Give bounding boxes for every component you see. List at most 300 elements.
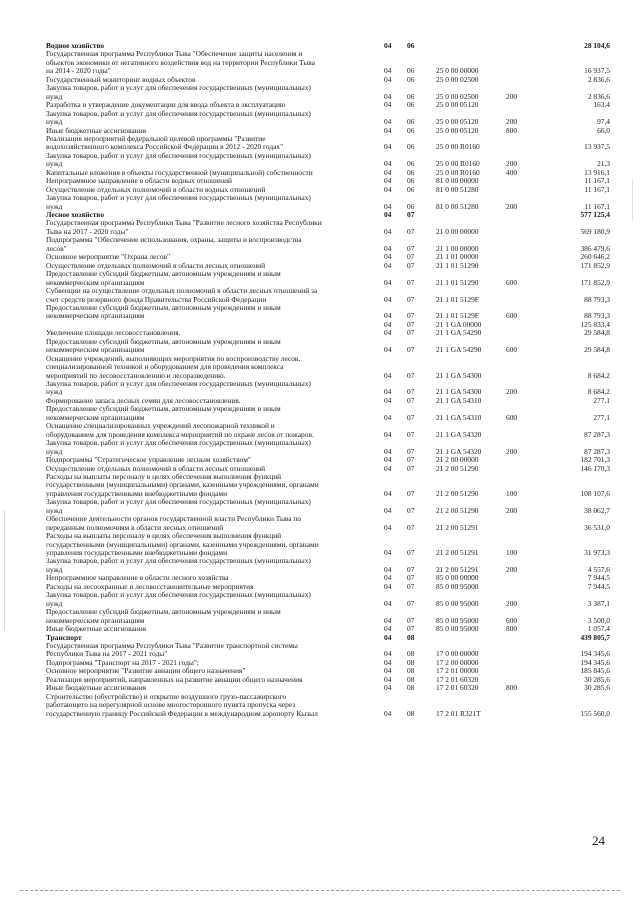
row-description: Иные бюджетные ассигнования bbox=[46, 684, 147, 693]
table-row bbox=[0, 380, 640, 388]
table-row bbox=[0, 659, 640, 667]
row-subsection-code: 07 bbox=[407, 581, 415, 591]
row-description: Основное мероприятие "Развитие авиации общего назначения" bbox=[46, 667, 246, 676]
row-description: Закупка товаров, работ и услуг для обеспечения государственных (муниципальных) bbox=[46, 439, 311, 448]
table-row bbox=[0, 76, 640, 84]
row-amount: 7 944,5 bbox=[587, 581, 610, 591]
row-amount: 21,3 bbox=[597, 159, 610, 169]
row-description: некоммерческим организациям bbox=[46, 312, 145, 321]
row-subsection-code: 07 bbox=[407, 294, 415, 304]
row-description: Разработка и утверждение документации для ввода объекта в эксплуатацию bbox=[46, 101, 286, 110]
row-subsection-code: 08 bbox=[407, 649, 415, 659]
row-section-code: 04 bbox=[384, 125, 392, 135]
table-row bbox=[0, 414, 640, 422]
table-row bbox=[0, 321, 640, 329]
table-row bbox=[0, 279, 640, 287]
table-row bbox=[0, 574, 640, 582]
table-row bbox=[0, 532, 640, 540]
row-subsection-code: 07 bbox=[407, 387, 415, 397]
row-description: Расходы на выплаты персоналу в целях обеспечения выполнения функций bbox=[46, 532, 282, 541]
table-row bbox=[0, 287, 640, 295]
table-row bbox=[0, 219, 640, 227]
table-row bbox=[0, 650, 640, 658]
table-row bbox=[0, 203, 640, 211]
row-section-code: 04 bbox=[384, 505, 392, 515]
row-subsection-code: 07 bbox=[407, 564, 415, 574]
table-row bbox=[0, 422, 640, 430]
row-description: Государственный мониторинг водных объектов bbox=[46, 75, 196, 84]
row-target-code: 21 1 GA 54300 bbox=[436, 387, 482, 397]
row-subsection-code: 08 bbox=[407, 674, 415, 684]
row-section-code: 04 bbox=[384, 387, 392, 397]
row-description: Оснащение специализированных учреждений лесопожарной техникой и bbox=[46, 422, 275, 431]
table-row bbox=[0, 591, 640, 599]
row-description: Предоставление субсидий бюджетным, автономным учреждениям и иным bbox=[46, 303, 281, 312]
section-header-row bbox=[0, 42, 640, 50]
row-section-code: 04 bbox=[384, 666, 392, 676]
row-description: Государственная программа Республики Тыва "Развитие транспортной системы bbox=[46, 641, 298, 650]
row-description: водохозяйственного комплекса Российской Федерации в 2012 - 2020 годах" bbox=[46, 143, 284, 152]
table-row bbox=[0, 101, 640, 109]
row-amount: 36 531,0 bbox=[584, 522, 610, 532]
row-description: управления государственными внебюджетными фондами bbox=[46, 489, 228, 498]
row-description: Предоставление субсидий бюджетным, автономным учреждениям и иным bbox=[46, 270, 281, 279]
row-amount: 569 180,9 bbox=[580, 226, 610, 236]
row-target-code: 81 0 00 00000 bbox=[436, 176, 479, 186]
table-row bbox=[0, 50, 640, 58]
row-description: на 2014 - 2020 годы" bbox=[46, 67, 111, 76]
row-amount: 87 287,3 bbox=[584, 429, 610, 439]
table-row bbox=[0, 304, 640, 312]
row-target-code: 17 2 01 60320 bbox=[436, 683, 479, 693]
row-target-code: 21 1 GA 54290 bbox=[436, 345, 482, 355]
table-row bbox=[0, 549, 640, 557]
row-section-code: 04 bbox=[384, 184, 392, 194]
row-subsection-code: 07 bbox=[407, 260, 415, 270]
row-description: Основное мероприятие "Охрана лесов" bbox=[46, 253, 171, 262]
row-target-code: 85 0 00 95000 bbox=[436, 581, 479, 591]
row-target-code: 21 1 GA 54320 bbox=[436, 429, 482, 439]
row-target-code: 21 2 00 51290 bbox=[436, 463, 479, 473]
row-section-code: 04 bbox=[384, 252, 392, 262]
row-subsection-code: 08 bbox=[407, 632, 415, 642]
row-target-code: 25 0 00 05120 bbox=[436, 117, 479, 127]
row-section-code: 04 bbox=[384, 167, 392, 177]
row-description: некоммерческим организациям bbox=[46, 413, 145, 422]
row-section-code: 04 bbox=[384, 319, 392, 329]
row-target-code: 21 1 01 51290 bbox=[436, 260, 479, 270]
bottom-edge-divider bbox=[20, 890, 620, 891]
row-description: Закупка товаров, работ и услуг для обеспечения государственных (муниципальных) bbox=[46, 380, 311, 388]
row-amount: 3 500,0 bbox=[587, 615, 610, 625]
row-expense-type: 200 bbox=[506, 201, 518, 211]
table-row bbox=[0, 253, 640, 261]
table-row bbox=[0, 110, 640, 118]
table-row bbox=[0, 465, 640, 473]
row-section-code: 04 bbox=[384, 573, 392, 583]
row-target-code: 17 2 01 00000 bbox=[436, 666, 479, 676]
row-subsection-code: 07 bbox=[407, 210, 415, 219]
table-row bbox=[0, 388, 640, 396]
table-row bbox=[0, 676, 640, 684]
row-section-code: 04 bbox=[384, 674, 392, 684]
row-subsection-code: 07 bbox=[407, 522, 415, 532]
row-subsection-code: 07 bbox=[407, 624, 415, 634]
row-description: Лесное хозяйство bbox=[46, 211, 105, 219]
row-target-code: 85 0 00 00000 bbox=[436, 573, 479, 583]
row-amount: 577 125,4 bbox=[580, 210, 610, 219]
row-target-code: 21 1 GA 00000 bbox=[436, 319, 482, 329]
page-number: 24 bbox=[592, 833, 605, 848]
row-description: нужд bbox=[46, 118, 63, 127]
row-amount: 277,1 bbox=[593, 412, 610, 422]
row-description: Осуществление отдельных полномочий в области лесных отношений bbox=[46, 261, 266, 270]
row-section-code: 04 bbox=[384, 243, 392, 253]
row-description: Реализация мероприятий, направленных на развитие авиации общего назначения bbox=[46, 675, 303, 684]
table-row bbox=[0, 118, 640, 126]
table-row bbox=[0, 372, 640, 380]
row-subsection-code: 07 bbox=[407, 412, 415, 422]
row-section-code: 04 bbox=[384, 74, 392, 84]
row-section-code: 04 bbox=[384, 548, 392, 557]
row-target-code: 21 1 GA 54300 bbox=[436, 370, 482, 380]
row-target-code: 21 1 01 51290 bbox=[436, 277, 479, 287]
row-subsection-code: 07 bbox=[407, 226, 415, 236]
row-description: нужд bbox=[46, 388, 63, 397]
row-subsection-code: 07 bbox=[407, 243, 415, 253]
row-subsection-code: 06 bbox=[407, 100, 415, 110]
row-amount: 13 937,5 bbox=[584, 142, 610, 152]
row-description: специализированной техникой и оборудованием для проведения комплекса bbox=[46, 363, 284, 372]
row-target-code: 21 2 00 51291 bbox=[436, 564, 479, 574]
row-target-code: 85 0 00 95000 bbox=[436, 598, 479, 608]
row-expense-type: 800 bbox=[506, 683, 518, 693]
row-amount: 194 345,6 bbox=[580, 657, 610, 667]
table-row bbox=[0, 600, 640, 608]
table-row bbox=[0, 160, 640, 168]
row-amount: 171 852,9 bbox=[580, 260, 610, 270]
row-target-code: 21 1 GA 54310 bbox=[436, 395, 482, 405]
row-amount: 16 937,5 bbox=[584, 66, 610, 76]
row-subsection-code: 06 bbox=[407, 66, 415, 76]
row-target-code: 21 1 GA 54290 bbox=[436, 328, 482, 338]
row-amount: 125 833,4 bbox=[580, 319, 610, 329]
row-section-code: 04 bbox=[384, 176, 392, 186]
row-section-code: 04 bbox=[384, 100, 392, 110]
row-amount: 88 793,3 bbox=[584, 294, 610, 304]
row-amount: 30 285,6 bbox=[584, 674, 610, 684]
row-section-code: 04 bbox=[384, 91, 392, 101]
row-description: Осуществление отдельных полномочий в области водных отношений bbox=[46, 185, 266, 194]
row-expense-type: 200 bbox=[506, 117, 518, 127]
row-target-code: 17 2 01 R321T bbox=[436, 708, 481, 718]
row-description: Закупка товаров, работ и услуг для обеспечения государственных (муниципальных) bbox=[46, 557, 311, 566]
table-row bbox=[0, 701, 640, 709]
row-description: некоммерческим организациям bbox=[46, 278, 145, 287]
row-amount: 2 836,6 bbox=[587, 91, 610, 101]
row-amount: 8 684,2 bbox=[587, 370, 610, 380]
row-description: оборудованием для проведения комплекса мероприятий по охране лесов от пожаров. bbox=[46, 430, 314, 439]
row-amount: 13 916,1 bbox=[584, 167, 610, 177]
row-expense-type: 100 bbox=[506, 548, 518, 557]
row-description: нужд bbox=[46, 565, 63, 574]
table-row bbox=[0, 127, 640, 135]
row-expense-type: 600 bbox=[506, 345, 518, 355]
row-amount: 171 852,9 bbox=[580, 277, 610, 287]
row-section-code: 04 bbox=[384, 294, 392, 304]
row-target-code: 25 0 00 R0160 bbox=[436, 159, 480, 169]
table-row bbox=[0, 177, 640, 185]
row-section-code: 04 bbox=[384, 260, 392, 270]
row-amount: 4 557,6 bbox=[587, 564, 610, 574]
row-section-code: 04 bbox=[384, 708, 392, 718]
row-amount: 28 104,6 bbox=[584, 41, 610, 50]
row-section-code: 04 bbox=[384, 564, 392, 574]
row-target-code: 21 2 00 51290 bbox=[436, 488, 479, 498]
row-expense-type: 600 bbox=[506, 311, 518, 321]
table-row bbox=[0, 397, 640, 405]
row-subsection-code: 07 bbox=[407, 463, 415, 473]
row-section-code: 04 bbox=[384, 455, 392, 465]
scan-edge-mark bbox=[632, 180, 633, 220]
row-description: Закупка товаров, работ и услуг для обеспечения государственных (муниципальных) bbox=[46, 194, 311, 203]
row-section-code: 04 bbox=[384, 395, 392, 405]
row-amount: 1 057,4 bbox=[587, 624, 610, 634]
row-description: Предоставление субсидий бюджетным, автономным учреждениям и иным bbox=[46, 405, 281, 414]
row-expense-type: 400 bbox=[506, 167, 518, 177]
table-row bbox=[0, 59, 640, 67]
row-amount: 29 584,8 bbox=[584, 328, 610, 338]
table-row bbox=[0, 169, 640, 177]
row-amount: 31 973,3 bbox=[584, 548, 610, 557]
row-target-code: 21 1 01 5129F bbox=[436, 311, 479, 321]
row-expense-type: 200 bbox=[506, 598, 518, 608]
row-subsection-code: 07 bbox=[407, 615, 415, 625]
row-description: Реализация мероприятий федеральной целевой программы "Развитие bbox=[46, 134, 266, 143]
table-row bbox=[0, 338, 640, 346]
row-subsection-code: 06 bbox=[407, 201, 415, 211]
row-subsection-code: 07 bbox=[407, 505, 415, 515]
row-expense-type: 200 bbox=[506, 91, 518, 101]
section-header-row bbox=[0, 211, 640, 219]
row-target-code: 21 2 00 51291 bbox=[436, 548, 479, 557]
row-amount: 146 170,3 bbox=[580, 463, 610, 473]
row-description: некоммерческим организациям bbox=[46, 346, 145, 355]
row-target-code: 25 0 00 00000 bbox=[436, 66, 479, 76]
row-amount: 386 479,6 bbox=[580, 243, 610, 253]
row-amount: 277,1 bbox=[593, 395, 610, 405]
row-target-code: 25 0 00 02500 bbox=[436, 91, 479, 101]
table-row bbox=[0, 194, 640, 202]
row-subsection-code: 07 bbox=[407, 548, 415, 557]
row-description: Подпрограмма "Транспорт на 2017 - 2021 годы"; bbox=[46, 658, 199, 667]
row-description: Осуществление отдельных полномочий в области лесных отношений bbox=[46, 464, 266, 473]
row-description: Непрограммное направление в области лесного хозяйства bbox=[46, 574, 229, 583]
table-row bbox=[0, 93, 640, 101]
row-amount: 185 845,6 bbox=[580, 666, 610, 676]
table-row bbox=[0, 186, 640, 194]
row-section-code: 04 bbox=[384, 598, 392, 608]
row-section-code: 04 bbox=[384, 226, 392, 236]
table-row bbox=[0, 363, 640, 371]
row-amount: 11 167,1 bbox=[584, 176, 610, 186]
row-subsection-code: 07 bbox=[407, 455, 415, 465]
row-description: государственную границу Российской Федерации в международном аэропорту Кызыл bbox=[46, 709, 318, 718]
row-target-code: 21 1 01 00000 bbox=[436, 252, 479, 262]
row-description: Расходы на лесоохранные и лесовосстановительные мероприятия bbox=[46, 582, 254, 591]
row-description: нужд bbox=[46, 599, 63, 608]
row-description: Закупка товаров, работ и услуг для обеспечения государственных (муниципальных) bbox=[46, 591, 311, 600]
row-description: нужд bbox=[46, 506, 63, 515]
table-row bbox=[0, 456, 640, 464]
row-description: Формирование запаса лесных семян для лесовосстановления. bbox=[46, 396, 241, 405]
row-description: нужд bbox=[46, 202, 63, 211]
row-amount: 3 387,1 bbox=[587, 598, 610, 608]
table-row bbox=[0, 270, 640, 278]
row-section-code: 04 bbox=[384, 412, 392, 422]
row-subsection-code: 06 bbox=[407, 74, 415, 84]
row-description: Предоставление субсидий бюджетным, автономным учреждениям и иным bbox=[46, 337, 281, 346]
row-section-code: 04 bbox=[384, 328, 392, 338]
row-section-code: 04 bbox=[384, 345, 392, 355]
row-amount: 38 062,7 bbox=[584, 505, 610, 515]
row-target-code: 17 0 00 00000 bbox=[436, 649, 479, 659]
row-description: Государственная программа Республики Тыва "Обеспечение защиты населения и bbox=[46, 50, 303, 59]
row-description: Непрограммное направление в области водных отношений bbox=[46, 177, 233, 186]
row-expense-type: 600 bbox=[506, 412, 518, 422]
row-target-code: 25 0 00 02500 bbox=[436, 74, 479, 84]
row-target-code: 21 1 01 5129F bbox=[436, 294, 479, 304]
row-subsection-code: 07 bbox=[407, 429, 415, 439]
row-subsection-code: 07 bbox=[407, 446, 415, 456]
row-description: Тыва на 2017 - 2020 годы" bbox=[46, 227, 129, 236]
table-row bbox=[0, 312, 640, 320]
row-amount: 439 805,7 bbox=[580, 632, 610, 642]
row-amount: 260 646,2 bbox=[580, 252, 610, 262]
table-row bbox=[0, 135, 640, 143]
row-expense-type: 800 bbox=[506, 125, 518, 135]
row-target-code: 81 0 00 51280 bbox=[436, 184, 479, 194]
row-amount: 182 701,3 bbox=[580, 455, 610, 465]
section-header-row bbox=[0, 634, 640, 642]
row-target-code: 21 0 00 00000 bbox=[436, 226, 479, 236]
row-subsection-code: 06 bbox=[407, 176, 415, 186]
row-target-code: 81 0 00 51280 bbox=[436, 201, 479, 211]
row-subsection-code: 06 bbox=[407, 125, 415, 135]
row-target-code: 25 0 00 05120 bbox=[436, 100, 479, 110]
row-section-code: 04 bbox=[384, 370, 392, 380]
table-row bbox=[0, 448, 640, 456]
row-description: Субвенции на осуществление отдельных полномочий в области лесных отношений за bbox=[46, 287, 318, 296]
table-row bbox=[0, 498, 640, 506]
row-amount: 163,4 bbox=[593, 100, 610, 110]
row-description: Республики Тыва на 2017 - 2021 годы" bbox=[46, 650, 168, 659]
table-row bbox=[0, 490, 640, 498]
table-row bbox=[0, 405, 640, 413]
row-description: мероприятий по лесовосстановлению и лесоразведению. bbox=[46, 371, 226, 380]
row-amount: 11 167,1 bbox=[584, 184, 610, 194]
row-amount: 30 285,6 bbox=[584, 683, 610, 693]
row-subsection-code: 07 bbox=[407, 573, 415, 583]
row-subsection-code: 07 bbox=[407, 370, 415, 380]
row-section-code: 04 bbox=[384, 429, 392, 439]
table-row bbox=[0, 524, 640, 532]
row-description: государственными (муниципальными) органами, казенными учреждениями, органами bbox=[46, 540, 319, 549]
table-row bbox=[0, 67, 640, 75]
row-subsection-code: 07 bbox=[407, 252, 415, 262]
table-row bbox=[0, 583, 640, 591]
table-row bbox=[0, 245, 640, 253]
table-row bbox=[0, 507, 640, 515]
row-target-code: 25 0 00 R0160 bbox=[436, 167, 480, 177]
row-target-code: 21 1 GA 54310 bbox=[436, 412, 482, 422]
row-description: Государственная программа Республики Тыва "Развитие лесного хозяйства Республики bbox=[46, 219, 322, 228]
row-amount: 87 287,3 bbox=[584, 446, 610, 456]
row-section-code: 04 bbox=[384, 632, 392, 642]
row-target-code: 21 1 00 00000 bbox=[436, 243, 479, 253]
row-expense-type: 200 bbox=[506, 564, 518, 574]
row-amount: 194 345,6 bbox=[580, 649, 610, 659]
row-subsection-code: 07 bbox=[407, 311, 415, 321]
row-section-code: 04 bbox=[384, 41, 392, 50]
table-row bbox=[0, 667, 640, 675]
table-row bbox=[0, 693, 640, 701]
row-description: объектов экономики от негативного воздействия вод на территории Республики Тыва bbox=[46, 58, 315, 67]
table-row bbox=[0, 617, 640, 625]
row-subsection-code: 07 bbox=[407, 488, 415, 498]
table-row bbox=[0, 262, 640, 270]
row-target-code: 17 2 00 00000 bbox=[436, 657, 479, 667]
row-expense-type: 200 bbox=[506, 505, 518, 515]
row-subsection-code: 07 bbox=[407, 598, 415, 608]
row-description: Иные бюджетные ассигнования bbox=[46, 126, 147, 135]
row-subsection-code: 07 bbox=[407, 319, 415, 329]
row-section-code: 04 bbox=[384, 311, 392, 321]
row-amount: 29 584,8 bbox=[584, 345, 610, 355]
row-description: Подпрограмма "Обеспечение использования, охраны, защиты и воспроизводства bbox=[46, 236, 302, 245]
row-subsection-code: 07 bbox=[407, 345, 415, 355]
table-row bbox=[0, 625, 640, 633]
table-row bbox=[0, 541, 640, 549]
row-amount: 7 944,5 bbox=[587, 573, 610, 583]
row-description: Транспорт bbox=[46, 633, 82, 642]
row-subsection-code: 07 bbox=[407, 277, 415, 287]
table-row bbox=[0, 152, 640, 160]
row-amount: 97,4 bbox=[597, 117, 610, 127]
table-row bbox=[0, 481, 640, 489]
table-row bbox=[0, 355, 640, 363]
row-description: лесов" bbox=[46, 244, 67, 253]
row-expense-type: 100 bbox=[506, 488, 518, 498]
row-amount: 88 793,3 bbox=[584, 311, 610, 321]
row-subsection-code: 06 bbox=[407, 142, 415, 152]
table-row bbox=[0, 557, 640, 565]
row-target-code: 21 2 00 00000 bbox=[436, 455, 479, 465]
table-row bbox=[0, 439, 640, 447]
row-amount: 11 167,1 bbox=[584, 201, 610, 211]
table-row bbox=[0, 228, 640, 236]
row-subsection-code: 08 bbox=[407, 708, 415, 718]
table-row bbox=[0, 329, 640, 337]
table-row bbox=[0, 431, 640, 439]
row-description: Капитальные вложения в объекты государственной (муниципальной) собственности bbox=[46, 168, 313, 177]
row-section-code: 04 bbox=[384, 649, 392, 659]
row-section-code: 04 bbox=[384, 522, 392, 532]
row-description: некоммерческим организациям bbox=[46, 616, 145, 625]
row-subsection-code: 08 bbox=[407, 657, 415, 667]
row-subsection-code: 06 bbox=[407, 167, 415, 177]
table-row bbox=[0, 684, 640, 692]
